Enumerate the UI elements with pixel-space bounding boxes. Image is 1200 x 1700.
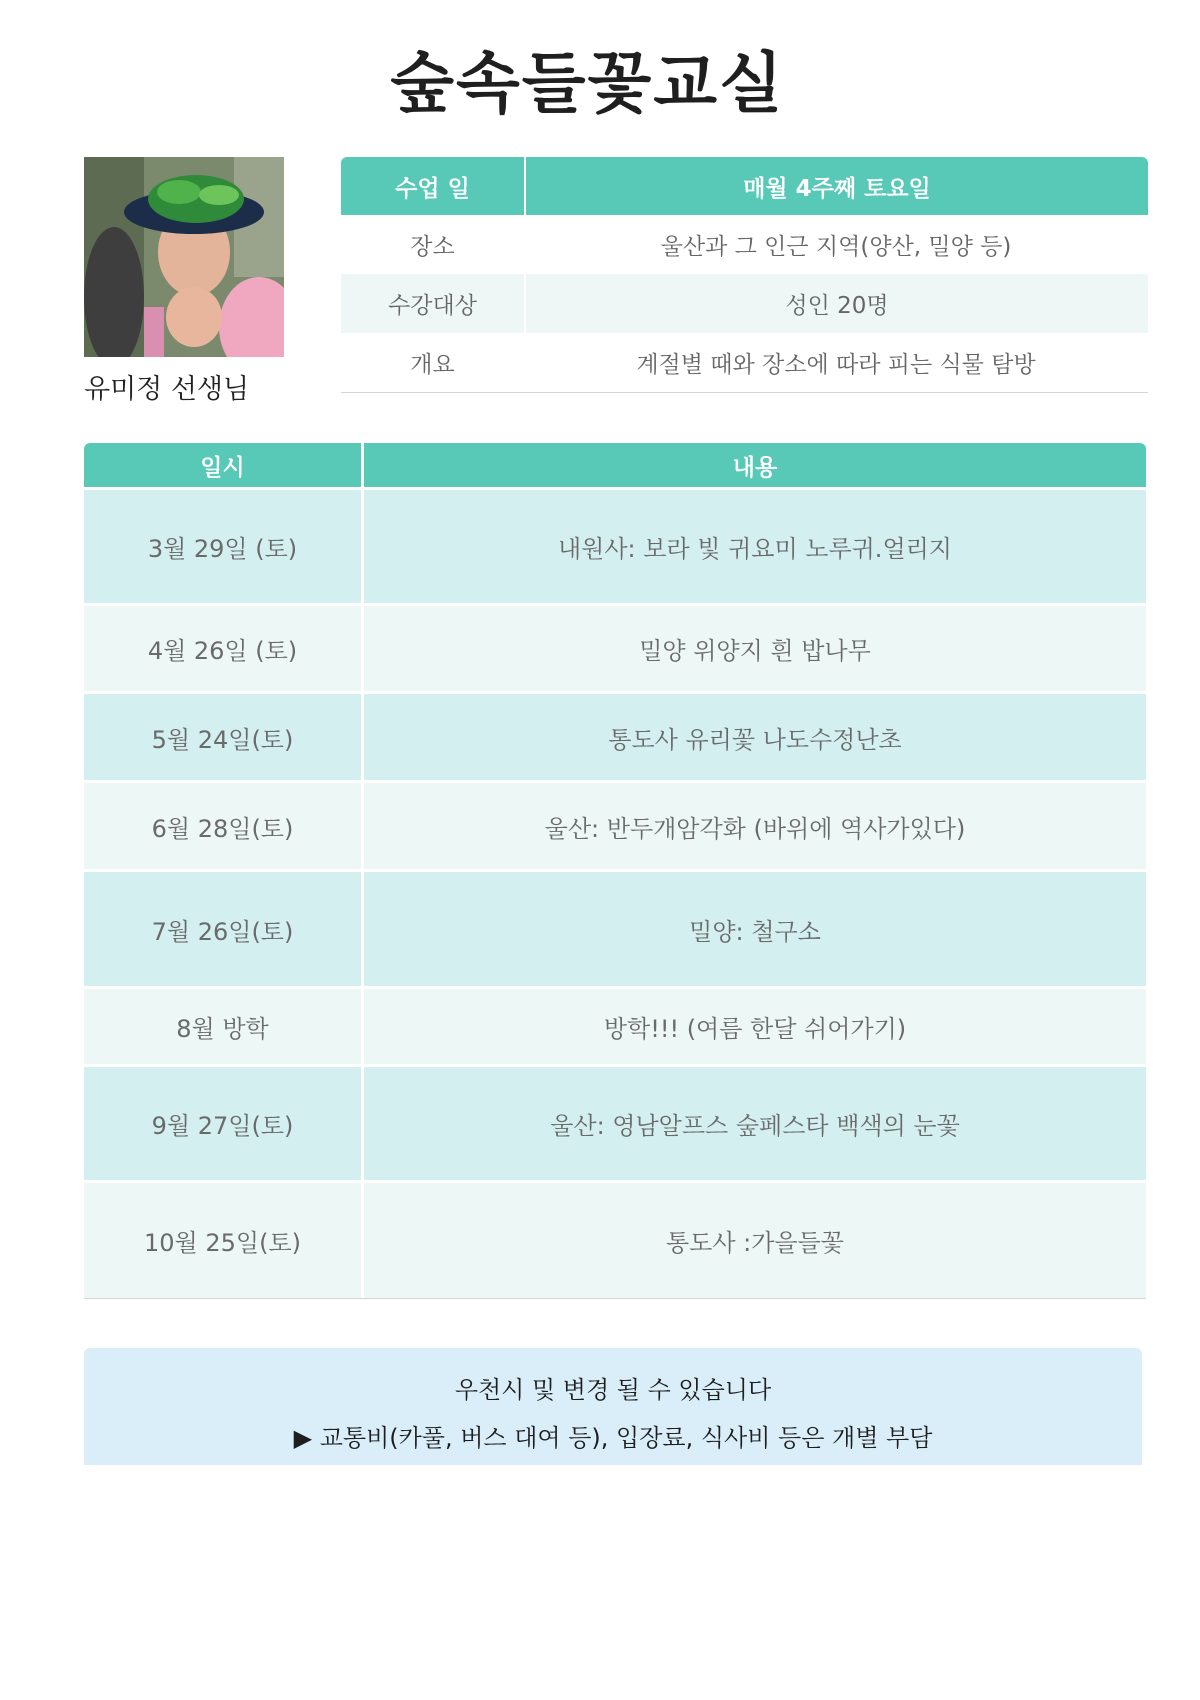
schedule-content: 밀양 위양지 흰 밥나무 (361, 606, 1146, 691)
info-key: 수강대상 (388, 293, 477, 319)
table-row (84, 1180, 1146, 1298)
schedule-date: 7월 26일(토) (151, 917, 294, 946)
schedule-content: 밀양: 철구소 (361, 872, 1146, 986)
table-row (84, 780, 1146, 869)
schedule-date: 9월 27일(토) (151, 1112, 294, 1140)
schedule-date: 6월 28일(토) (151, 814, 294, 843)
info-key: 장소 (410, 234, 455, 260)
schedule-header-date: 일시 (200, 454, 245, 481)
teacher-photo (84, 157, 284, 357)
table-row (84, 603, 1146, 691)
notice-box (84, 1348, 1142, 1465)
class-info-table (341, 157, 1148, 393)
schedule-header-row (84, 443, 1146, 487)
schedule-date: 8월 방학 (176, 1015, 269, 1043)
info-row-target (341, 274, 1148, 333)
table-row (84, 691, 1146, 780)
info-value: 매월 4주째 토요일 (524, 157, 1148, 215)
schedule-content: 통도사 유리꽃 나도수정난초 (361, 694, 1146, 780)
info-value: 계절별 때와 장소에 따라 피는 식물 탐방 (636, 352, 1036, 378)
schedule-content: 내원사: 보라 빛 귀요미 노루귀.얼리지 (361, 490, 1146, 603)
schedule-table (84, 443, 1146, 1299)
schedule-content: 울산: 영남알프스 숲페스타 백색의 눈꽃 (361, 1067, 1146, 1180)
teacher-name: 유미정 선생님 (84, 374, 250, 405)
info-row-place (341, 215, 1148, 274)
info-row-summary (341, 333, 1148, 392)
page-title: 숲속들꽃교실 (390, 45, 785, 122)
info-key: 수업 일 (395, 175, 470, 202)
schedule-date: 5월 24일(토) (151, 725, 294, 754)
schedule-date: 4월 26일 (토) (147, 637, 298, 665)
schedule-date: 10월 25일(토) (144, 1229, 301, 1257)
table-row (84, 986, 1146, 1064)
schedule-date: 3월 29일 (토) (147, 535, 298, 563)
schedule-content: 통도사 :가을들꽃 (361, 1183, 1146, 1298)
info-value: 성인 20명 (524, 274, 1148, 333)
schedule-header-content: 내용 (361, 443, 1146, 487)
info-header-row (341, 157, 1148, 215)
notice-line-2: ▶ 교통비(카풀, 버스 대여 등), 입장료, 식사비 등은 개별 부담 (293, 1424, 933, 1452)
schedule-content: 울산: 반두개암각화 (바위에 역사가있다) (361, 783, 1146, 869)
table-row (84, 869, 1146, 986)
table-row (84, 487, 1146, 603)
info-value: 울산과 그 인근 지역(양산, 밀양 등) (660, 234, 1012, 260)
table-row (84, 1064, 1146, 1180)
schedule-content: 방학!!! (여름 한달 쉬어가기) (361, 989, 1146, 1064)
info-key: 개요 (410, 352, 455, 378)
notice-line-1: 우천시 및 변경 될 수 있습니다 (454, 1376, 772, 1404)
